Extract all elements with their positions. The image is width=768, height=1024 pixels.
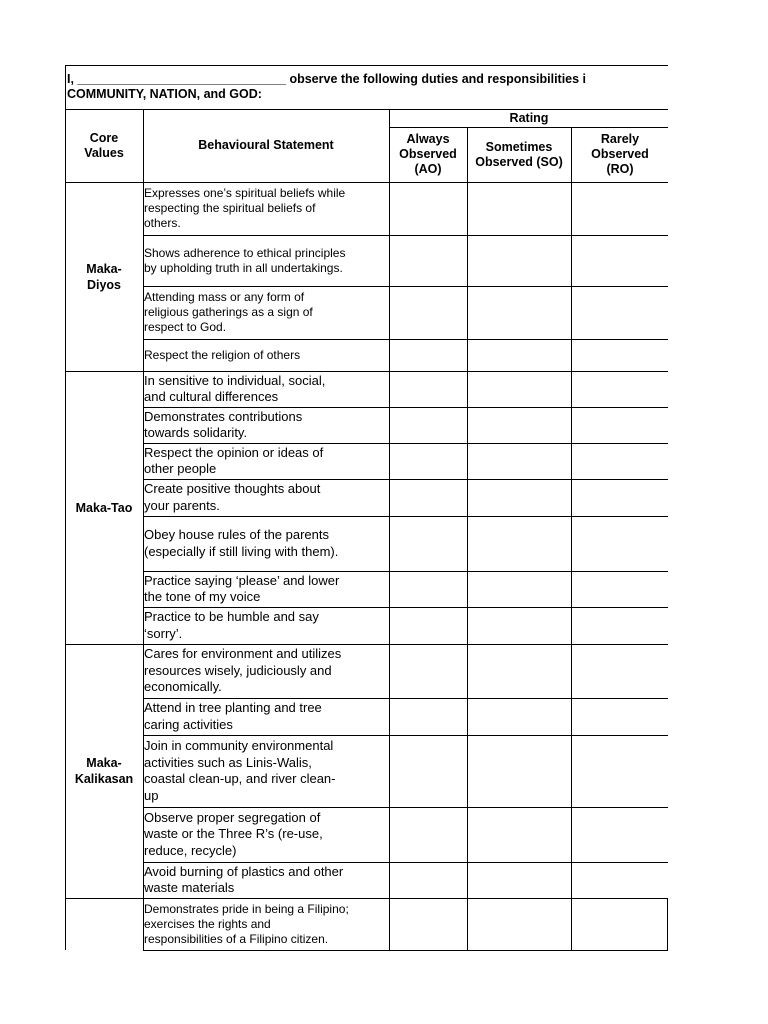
row-divider bbox=[143, 516, 668, 517]
core-value-maka-kalikasan: Maka- Kalikasan bbox=[74, 756, 134, 786]
row-divider bbox=[143, 443, 668, 444]
core-value-maka-tao: Maka-Tao bbox=[75, 500, 133, 515]
row-divider bbox=[143, 735, 668, 736]
row-divider bbox=[143, 607, 668, 608]
header-behavioural-statement: Behavioural Statement bbox=[198, 138, 334, 152]
statement-row: Respect the opinion or ideas of other people bbox=[144, 444, 324, 476]
statement-row: Demonstrates pride in being a Filipino; exercises the rights and responsibilities of a Filipino citizen. bbox=[144, 901, 349, 946]
row-divider bbox=[143, 950, 668, 951]
pledge-suffix: observe the following duties and responsibilities i bbox=[285, 72, 587, 86]
row-divider bbox=[143, 407, 668, 408]
table-border bbox=[65, 109, 668, 110]
statement-row: Demonstrates contributions towards solidarity. bbox=[144, 408, 303, 440]
header-core-values: Core Values bbox=[84, 130, 124, 160]
row-divider bbox=[143, 862, 668, 863]
column-divider bbox=[667, 898, 668, 951]
pledge-line-2: COMMUNITY, NATION, and GOD: bbox=[67, 87, 262, 101]
column-divider bbox=[467, 127, 468, 951]
statement-row: Practice saying ‘please’ and lower the tone of my voice bbox=[144, 572, 340, 604]
row-divider bbox=[143, 698, 668, 699]
statement-row: Attending mass or any form of religious gatherings as a sign of respect to God. bbox=[144, 290, 313, 334]
row-divider bbox=[143, 807, 668, 808]
statement-row: Respect the religion of others bbox=[144, 347, 301, 362]
table-border bbox=[65, 65, 668, 66]
table-border bbox=[65, 65, 66, 950]
statement-row: Attend in tree planting and tree caring activities bbox=[144, 700, 322, 732]
header-rarely-observed: Rarely Observed (RO) bbox=[591, 132, 649, 176]
row-divider bbox=[143, 286, 668, 287]
statement-row: Obey house rules of the parents (especially if still living with them). bbox=[144, 527, 339, 559]
row-divider bbox=[143, 479, 668, 480]
group-divider bbox=[65, 898, 668, 899]
statement-row: Cares for environment and utilizes resources wisely, judiciously and economically. bbox=[144, 646, 342, 695]
statement-row: Shows adherence to ethical principles by upholding truth in all undertakings. bbox=[144, 245, 346, 275]
core-value-maka-diyos: Maka- Diyos bbox=[86, 261, 122, 292]
header-rating: Rating bbox=[509, 110, 549, 125]
group-divider bbox=[65, 644, 668, 645]
pledge-prefix: I, bbox=[67, 72, 78, 86]
header-sometimes-observed: Sometimes Observed (SO) bbox=[475, 139, 563, 169]
name-blank[interactable]: ______________________________ bbox=[77, 72, 286, 86]
pledge-line-1 bbox=[67, 72, 586, 87]
statement-row: Create positive thoughts about your parents. bbox=[144, 481, 321, 513]
statement-row: In sensitive to individual, social, and cultural differences bbox=[144, 372, 326, 404]
group-divider bbox=[65, 371, 668, 372]
row-divider bbox=[143, 571, 668, 572]
statement-row: Avoid burning of plastics and other waste materials bbox=[144, 863, 344, 895]
statement-row: Expresses one’s spiritual beliefs while respecting the spiritual beliefs of others. bbox=[144, 186, 346, 230]
table-border bbox=[65, 182, 668, 183]
statement-row: Join in community environmental activities such as Linis-Walis, coastal clean-up, and river clean- up bbox=[144, 738, 336, 803]
table-border bbox=[389, 127, 668, 128]
row-divider bbox=[143, 339, 668, 340]
header-always-observed: Always Observed (AO) bbox=[399, 132, 457, 176]
statement-row: Observe proper segregation of waste or the Three R’s (re-use, reduce, recycle) bbox=[144, 809, 323, 858]
column-divider bbox=[571, 127, 572, 951]
statement-row: Practice to be humble and say ‘sorry’. bbox=[144, 609, 319, 641]
row-divider bbox=[143, 235, 668, 236]
